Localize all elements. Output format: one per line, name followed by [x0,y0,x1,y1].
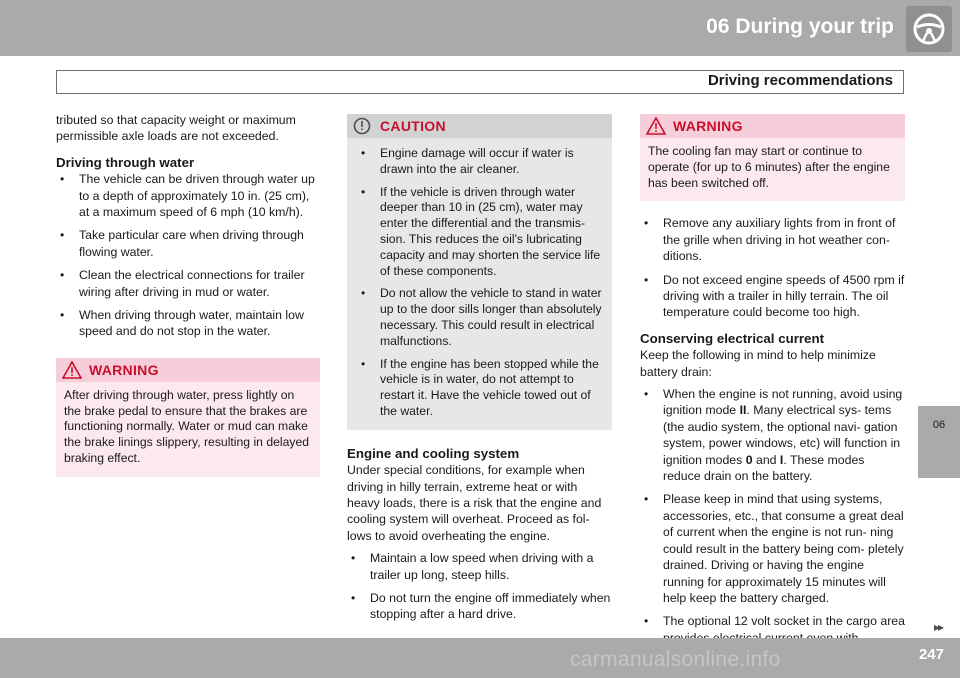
heading-engine-cooling: Engine and cooling system [347,445,520,461]
warning-triangle-icon [646,117,666,139]
bullet-text: . Many electrical sys- tems (the audio system, the optional navi- gation system, power windows, etc) will function in ignition modes [663,403,901,467]
warning-box [56,358,320,477]
bullet-text: When the engine is not running, avoid using ignition mode [663,387,903,418]
caution-body [347,138,612,430]
engine-bullet-list [347,550,612,623]
list-item: • Remove any auxiliary lights from in front of the grille when driving in hot weather con- ditions. [640,215,905,264]
warning-label: WARNING [673,118,743,134]
list-item: • When driving through water, maintain low speed and do not stop in the water. [56,307,320,340]
warning-triangle-icon [62,361,82,383]
watermark: carmanualsonline.info [570,648,781,671]
bullet-text: . These modes reduce drain on the battery. [663,452,865,484]
caution-label: CAUTION [380,118,446,134]
battery-bullet-list [640,386,905,646]
list-item: • Clean the electrical connections for trailer wiring after driving in mud or water. [56,267,320,300]
col1-intro: tributed so that capacity weight or maximum permissible axle loads are not exceeded. [56,113,296,144]
chapter-title: 06 During your trip [706,15,894,38]
steering-wheel-icon [906,6,952,52]
list-item: • Take particular care when driving through flowing water. [56,227,320,260]
heading-conserving-current: Conserving electrical current [640,330,825,346]
list-item: • If the vehicle is driven through water deeper than 10 in (25 cm), water may enter the differential and the transmis- sion. This reduces the oil's lubricating capacity and may shorten the service life of these components. [357,185,602,280]
list-item: • The vehicle can be driven through water up to a depth of approximately 10 in. (25 cm), at a maximum speed of 6 mph (10 km/h). [56,171,320,220]
section-title: Driving recommendations [707,72,893,89]
ignition-mode: 0 [745,452,753,467]
list-item: • Maintain a low speed when driving with a trailer up long, steep hills. [347,550,612,583]
col3-intro: Keep the following in mind to help minimize battery drain: [640,348,876,379]
water-bullet-list [56,171,320,340]
list-item: • Engine damage will occur if water is drawn into the air cleaner. [357,146,602,178]
col2-intro: Under special conditions, for example when driving in hilly terrain, extreme heat or with heavy loads, there is a risk that the engine and cooling system will overheat. Proceed as fol- lows to avoid overheating the engine. [347,463,602,543]
cooling-bullet-list [640,215,905,320]
heading-driving-through-water: Driving through water [56,154,195,170]
page-number: 247 [918,646,944,663]
caution-bullet-list [357,146,602,420]
ignition-mode: I [779,452,784,467]
list-item: • Do not allow the vehicle to stand in water up to the door sills longer than absolutely necessary. This could result in electrical malfunctions. [357,286,602,349]
warning-text: After driving through water, press lightly on the brake pedal to ensure that the brakes are functioning normally. Water or mud can make the brake linings slippery, resulting in delayed braking effect. [64,387,310,466]
warning-header [56,358,320,382]
warning-label: WARNING [89,361,159,378]
caution-header [347,114,612,138]
list-item: • Do not exceed engine speeds of 4500 rpm if driving with a trailer in hilly terrain. The oil temperature could become too high. [640,272,905,321]
chapter-tab-label: 06 [932,419,946,431]
chapter-side-tab [918,406,960,478]
list-item [640,386,905,484]
list-item: • If the engine has been stopped while the vehicle is in water, do not attempt to restart it. Have the vehicle towed out of the water. [357,357,602,420]
list-item: • Please keep in mind that using systems, accessories, etc., that consume a great deal of current when the engine is not run- ning could result in the battery being com- pletely drained. Driving or having the engine running for approximately 15 minutes will help keep the battery charged. [640,491,905,606]
caution-box [347,114,612,430]
list-item: • Do not turn the engine off immediately when stopping after a hard drive. [347,590,612,623]
ignition-mode: II [739,403,747,418]
warning-text: The cooling fan may start or continue to operate (for up to 6 minutes) after the engine has been switched off. [648,144,890,190]
column-3 [640,114,905,646]
page-header [0,0,960,56]
column-1 [56,112,320,477]
caution-circle-icon [353,117,371,139]
list-item: • The optional 12 volt socket in the cargo area [640,613,905,646]
warning-box [640,114,905,201]
warning-header [640,114,905,138]
bullet-text: and [752,452,780,467]
page-footer [0,638,960,678]
continue-arrows-icon: ▸▸ [933,620,942,634]
column-2 [347,114,612,623]
section-bar [56,70,904,94]
